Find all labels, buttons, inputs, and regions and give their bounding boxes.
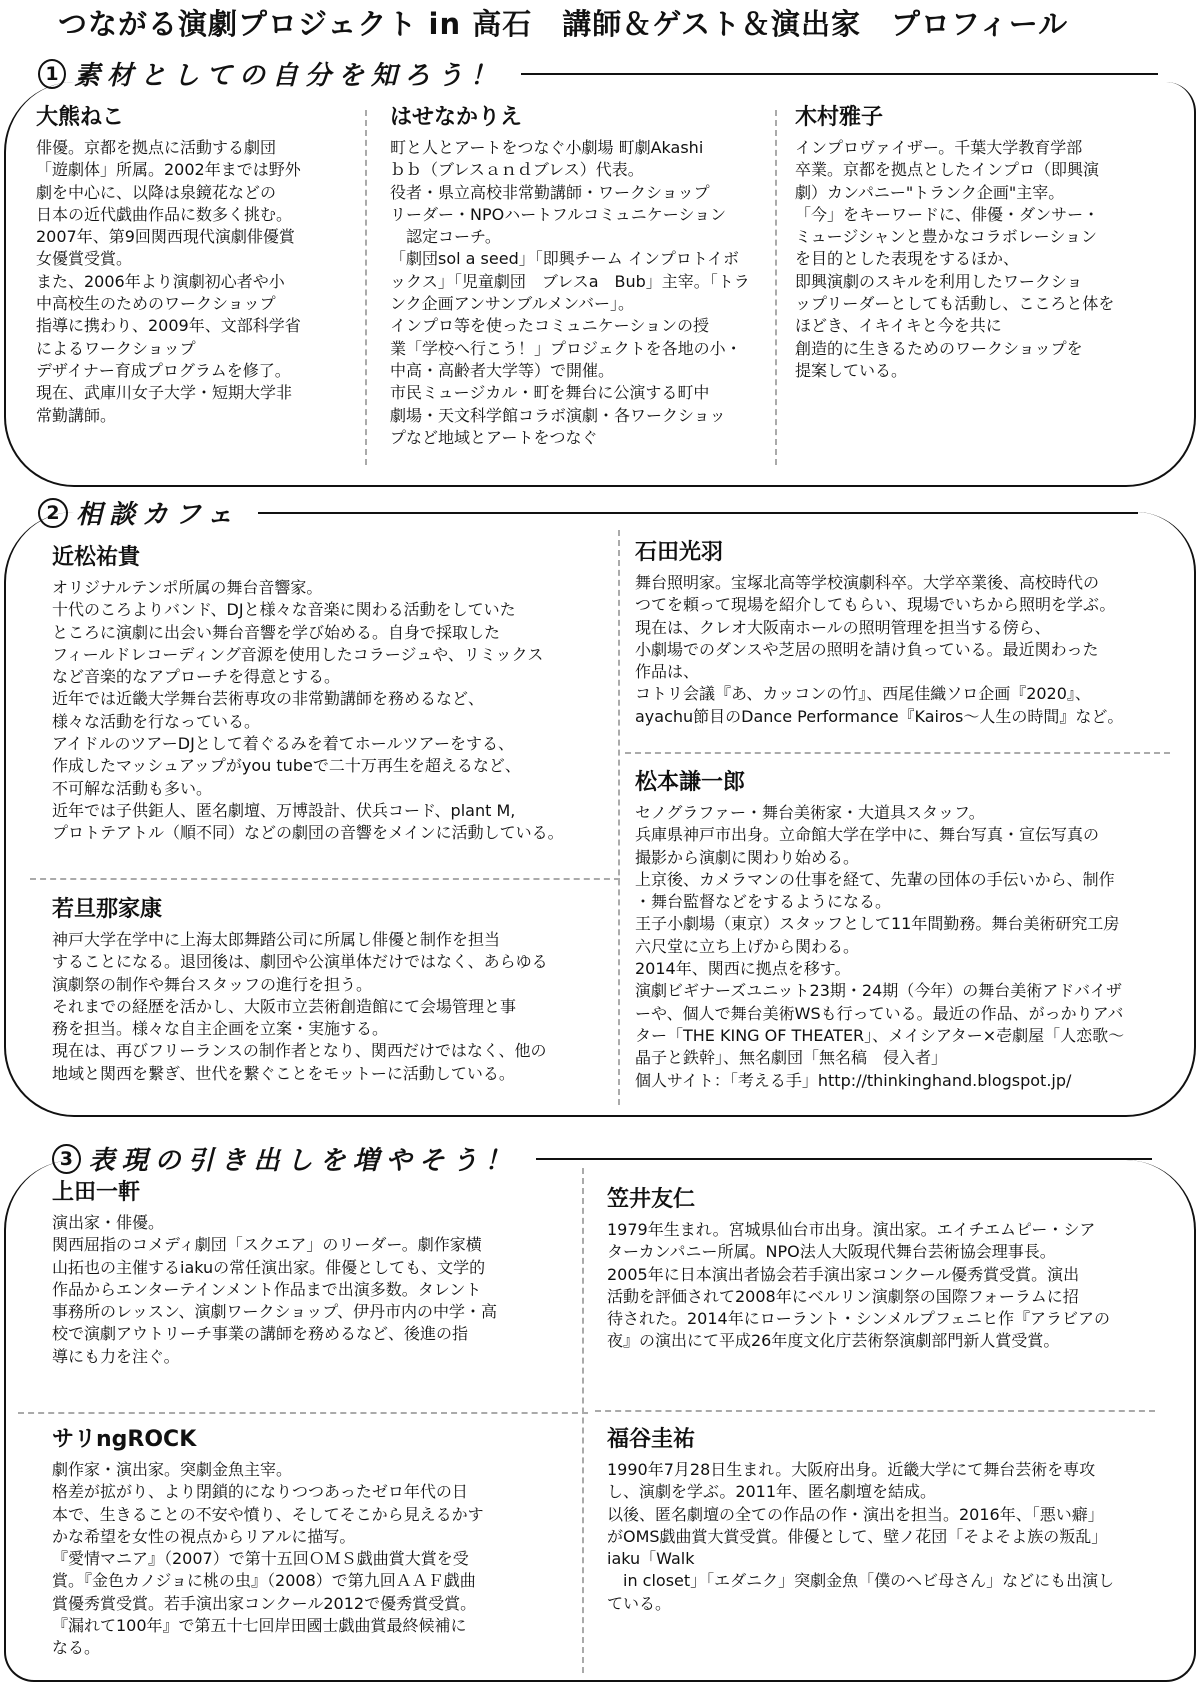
profile-line: ayachu節目のDance Performance『Kairos～人生の時間』など。 — [635, 706, 1124, 726]
profile-line: 現在は、クレオ大阪南ホールの照明管理を担当する傍ら、 — [635, 617, 1051, 637]
profile-line: 劇作家・演出家。突劇金魚主宰。 — [52, 1460, 293, 1479]
profile-line: ターカンパニー所属。NPO法人大阪現代舞台芸術協会理事長。 — [607, 1242, 1056, 1262]
profile-line: 近年では近畿大学舞台芸術専攻の非常勤講師を務めるなど、 — [52, 689, 485, 709]
profile-line: それまでの経歴を活かし、大阪市立芸術創造館にて会場管理と事 — [52, 996, 517, 1016]
profile-line: また、2006年より演劇初心者や小 — [36, 271, 285, 291]
profile-line: つてを頼って現場を紹介してもらい、現場でいちから照明を学ぶ。 — [635, 595, 1116, 615]
profile-line: 1979年生まれ。宮城県仙台市出身。演出家。エイチエムピー・シア — [607, 1220, 1096, 1239]
profile-line: 関西屈指のコメディ劇団「スクエア」のリーダー。劇作家横 — [52, 1235, 482, 1255]
profile-line: 『漏れて100年』で第五十七回岸田國士戯曲賞最終候補に — [52, 1616, 467, 1636]
profile-line: 導にも力を注ぐ。 — [52, 1346, 180, 1366]
profile-line: ところに演劇に出会い舞台音響を学び始める。自身で採取した — [52, 622, 501, 642]
profile-line: 近年では子供鉅人、匿名劇壇、万博設計、伏兵コード、plant M, — [52, 800, 516, 820]
profile-line: ンク企画アンサンブルメンバー」。 — [390, 294, 635, 314]
column-divider — [618, 530, 620, 1105]
profile-card — [635, 535, 1123, 728]
profile-line: 撮影から演劇に関わり始める。 — [635, 847, 860, 867]
person-name: 大熊ねこ — [36, 105, 125, 130]
person-name: サリngROCK — [52, 1427, 197, 1452]
profile-line: 創造的に生きるためのワークショップを — [795, 338, 1083, 358]
profile-line: 常勤講師。 — [36, 405, 117, 425]
profile-line: 舞台照明家。宝塚北高等学校演劇科卒。大学卒業後、高校時代の — [635, 573, 1100, 592]
profile-line: なる。 — [52, 1638, 101, 1658]
profile-line: 本で、生きることの不安や憤り、そしてそこから見えるかす — [52, 1504, 484, 1524]
profile-line: し、演劇を学ぶ。2011年、匿名劇壇を結成。 — [607, 1482, 937, 1502]
profile-line: ・舞台監督などをするようになる。 — [635, 892, 892, 912]
profile-line: 作品は、 — [635, 662, 700, 682]
profile-card — [52, 540, 564, 845]
profile-text — [52, 577, 564, 845]
profile-line: 「今」をキーワードに、俳優・ダンサー・ — [795, 204, 1100, 224]
profile-line: 地域と関西を繋ぎ、世代を繋ぐことをモットーに活動している。 — [52, 1063, 515, 1083]
section-number: 3 — [52, 1144, 81, 1174]
profile-line: in closet」「エダニク」突劇金魚「僕のヘビ母さん」などにも出演し — [607, 1571, 1115, 1591]
profile-line: 夜』の演出にて平成26年度文化庁芸術祭演劇部門新人賞受賞。 — [607, 1331, 1060, 1351]
profile-line: インプロヴァイザー。千葉大学教育学部 — [795, 138, 1083, 157]
profile-card — [607, 1182, 1110, 1353]
profile-text — [52, 1212, 497, 1368]
row-divider — [625, 752, 1170, 754]
profile-line: 2005年に日本演出者協会若手演出家コンクール優秀賞受賞。演出 — [607, 1264, 1080, 1284]
profile-line: 「劇団sol a seed」「即興チーム インプロトイボ — [390, 249, 740, 269]
profile-line: かな希望を女性の視点からリアルに描写。 — [52, 1526, 356, 1546]
profile-line: 小劇場でのダンスや芝居の照明を請け負っている。最近関わった — [635, 639, 1099, 659]
profile-line: 即興演劇のスキルを利用したワークショ — [795, 271, 1083, 291]
profile-line: 1990年7月28日生まれ。大阪府出身。近畿大学にて舞台芸術を専攻 — [607, 1460, 1096, 1479]
profile-line: 劇を中心に、以降は泉鏡花などの — [36, 182, 277, 202]
profile-line: など音楽的なアプローチを得意とする。 — [52, 667, 341, 687]
profile-line: 活動を評価されて2008年にベルリン演劇祭の国際フォーラムに招 — [607, 1286, 1079, 1306]
profile-line: 務を担当。様々な自主企画を立案・実施する。 — [52, 1019, 389, 1039]
profile-line: 兵庫県神戸市出身。立命館大学在学中に、舞台写真・宣伝写真の — [635, 825, 1100, 845]
profile-card — [52, 1422, 484, 1660]
profile-line: 不可解な活動も多い。 — [52, 778, 213, 798]
profile-line: ックス」「児童劇団 ブレスa Bub」主宰。「トラ — [390, 271, 750, 291]
section-number: 2 — [38, 498, 68, 528]
profile-line: 役者・県立高校非常勤講師・ワークショップ — [390, 182, 710, 202]
profile-card — [36, 100, 301, 427]
person-name: 近松祐貴 — [52, 545, 141, 570]
person-name: はせなかりえ — [390, 105, 523, 130]
profile-card — [607, 1422, 1114, 1615]
profile-line: 女優賞受賞。 — [36, 249, 133, 269]
profile-line: 神戸大学在学中に上海太郎舞踏公司に所属し俳優と制作を担当 — [52, 930, 501, 949]
section-title: 素材としての自分を知ろう！ — [74, 61, 504, 91]
profile-card — [635, 765, 1124, 1092]
profile-text — [52, 1459, 484, 1660]
column-divider — [775, 110, 777, 465]
profile-line: iaku「Walk — [607, 1549, 695, 1569]
profile-line: 山拓也の主催するiakuの常任演出家。俳優としても、文学的 — [52, 1257, 486, 1277]
profile-line: がOMS戯曲賞大賞受賞。俳優として、壁ノ花団「そよそよ族の叛乱」 — [607, 1526, 1108, 1546]
profile-line: ター「THE KING OF THEATER」、メイシアター×壱劇屋「人恋歌～ — [635, 1025, 1125, 1045]
profile-card — [52, 892, 548, 1085]
row-divider — [18, 1412, 588, 1414]
profile-line: 演劇ビギナーズユニット23期・24期（今年）の舞台美術アドバイザ — [635, 981, 1122, 1001]
profile-line: を目的とした表現をするほか、 — [795, 249, 1020, 269]
person-name: 松本謙一郎 — [635, 770, 746, 795]
profile-line: セノグラファー・舞台美術家・大道具スタッフ。 — [635, 803, 985, 822]
profile-line: することになる。退団後は、劇団や公演単体だけではなく、あらゆる — [52, 952, 548, 972]
profile-text — [635, 572, 1123, 728]
person-name: 石田光羽 — [635, 540, 724, 565]
person-name: 福谷圭祐 — [607, 1427, 696, 1452]
profile-line: 演出家・俳優。 — [52, 1213, 165, 1232]
profile-text — [607, 1459, 1114, 1615]
profile-card — [390, 100, 750, 449]
profile-line: ップリーダーとしても活動し、こころと体を — [795, 294, 1115, 314]
profile-line: コトリ会議『あ、カッコンの竹』、西尾佳織ソロ企画『2020』、 — [635, 684, 1091, 704]
profile-line: プなど地域とアートをつなぐ — [390, 427, 598, 447]
profile-line: 上京後、カメラマンの仕事を経て、先輩の団体の手伝いから、制作 — [635, 869, 1115, 889]
profile-line: オリジナルテンポ所属の舞台音響家。 — [52, 578, 323, 597]
profile-line: ほどき、イキイキと今を共に — [795, 316, 1002, 336]
profile-line: 作品からエンターテインメント作品まで出演多数。タレント — [52, 1279, 482, 1299]
profile-line: プロトテアトル（順不同）などの劇団の音響をメインに活動している。 — [52, 823, 564, 843]
heading-rule — [521, 73, 1158, 75]
profile-line: 十代のころよりバンド、DJと様々な音楽に関わる活動をしていた — [52, 600, 516, 620]
profile-line: リーダー・NPOハートフルコミュニケーション — [390, 204, 727, 224]
profile-line: 中高・高齢者大学等）で開催。 — [390, 360, 615, 380]
page-title: つながる演劇プロジェクト in 高石 講師＆ゲスト＆演出家 プロフィール — [58, 7, 1069, 41]
profile-card — [52, 1175, 497, 1368]
profile-line: 劇場・天文科学館コラボ演劇・各ワークショッ — [390, 405, 726, 425]
profile-line: 王子小劇場（東京）スタッフとして11年間勤務。舞台美術研究工房 — [635, 914, 1120, 934]
profile-line: 「遊劇体」所属。2002年までは野外 — [36, 160, 301, 180]
row-divider — [595, 1410, 1155, 1412]
person-name: 笠井友仁 — [607, 1187, 696, 1212]
profile-line: 俳優。京都を拠点に活動する劇団 — [36, 138, 277, 157]
profile-line: 個人サイト：「考える手」http://thinkinghand.blogspot.jp/ — [635, 1070, 1072, 1090]
profile-line: 町と人とアートをつなぐ小劇場 町劇Akashi — [390, 138, 704, 157]
profile-line: デザイナー育成プログラムを修了。 — [36, 360, 291, 380]
profile-line: 認定コーチ。 — [390, 227, 501, 247]
row-divider — [30, 878, 620, 880]
profile-line: 指導に携わり、2009年、文部科学省 — [36, 316, 301, 336]
profile-line: 業「学校へ行こう！」プロジェクトを各地の小・ — [390, 338, 742, 358]
profile-line: 待された。2014年にローラント・シンメルプフェニヒ作『アラビアの — [607, 1309, 1111, 1329]
profile-line: 2014年、関西に拠点を移す。 — [635, 959, 851, 979]
profile-line: 六尺堂に立ち上げから関わる。 — [635, 936, 860, 956]
profile-text — [795, 137, 1114, 382]
profile-line: 卒業。京都を拠点としたインプロ（即興演 — [795, 160, 1100, 180]
profile-line: によるワークショップ — [36, 338, 196, 358]
column-divider — [365, 110, 367, 465]
profile-line: 現在は、再びフリーランスの制作者となり、関西だけではなく、他の — [52, 1041, 547, 1061]
profile-line: 晶子と鉄幹」、無名劇団「無名稿 侵入者」 — [635, 1048, 948, 1068]
profile-line: 日本の近代戯曲作品に数多く挑む。 — [36, 204, 293, 224]
profile-line: アイドルのツアーDJとして着ぐるみを着てホールツアーをする、 — [52, 734, 514, 754]
profile-line: 演劇祭の制作や舞台スタッフの進行を担う。 — [52, 974, 373, 994]
profile-text — [36, 137, 301, 427]
profile-text — [390, 137, 750, 449]
profile-line: ている。 — [607, 1593, 672, 1613]
profile-line: 賞優秀賞受賞。若手演出家コンクール2012で優秀賞受賞。 — [52, 1593, 477, 1613]
profile-line: 中高校生のためのワークショップ — [36, 294, 276, 314]
section-number: 1 — [38, 59, 66, 89]
profile-line: 事務所のレッスン、演劇ワークショップ、伊丹市内の中学・高 — [52, 1302, 497, 1322]
person-name: 若旦那家康 — [52, 897, 163, 922]
person-name: 木村雅子 — [795, 105, 884, 130]
profile-line: 現在、武庫川女子大学・短期大学非 — [36, 383, 293, 403]
profile-line: 以後、匿名劇壇の全ての作品の作・演出を担当。2016年、「悪い癖」 — [607, 1504, 1104, 1524]
profile-line: 提案している。 — [795, 360, 908, 380]
column-divider — [582, 1168, 584, 1673]
profile-line: 市民ミュージカル・町を舞台に公演する町中 — [390, 383, 710, 403]
profile-line: 『愛情マニア』（2007）で第十五回ＯＭＳ戯曲賞大賞を受 — [52, 1549, 469, 1569]
profile-line: フィールドレコーディング音源を使用したコラージュや、リミックス — [52, 644, 544, 664]
profile-line: ミュージシャンと豊かなコラボレーション — [795, 227, 1098, 247]
profile-text — [52, 929, 548, 1085]
profile-line: 2007年、第9回関西現代演劇俳優賞 — [36, 227, 295, 247]
profile-text — [607, 1219, 1110, 1353]
profile-line: 格差が拡がり、より閉鎖的になりつつあったゼロ年代の日 — [52, 1482, 468, 1502]
profile-line: 作成したマッシュアップがyou tubeで二十万再生を超えるなど、 — [52, 756, 521, 776]
section-title: 相談カフェ — [76, 500, 240, 530]
profile-line: 様々な活動を行なっている。 — [52, 711, 261, 731]
profile-text — [635, 802, 1124, 1092]
profile-line: 校で演劇アウトリーチ事業の講師を務めるなど、後進の指 — [52, 1324, 469, 1344]
person-name: 上田一軒 — [52, 1180, 141, 1205]
profile-line: 賞。『金色カノジョに桃の虫』（2008）で第九回ＡＡＦ戯曲 — [52, 1571, 476, 1591]
profile-line: インプロ等を使ったコミュニケーションの授 — [390, 316, 710, 336]
profile-line: ーや、個人で舞台美術WSも行っている。最近の作品、がっかりアバ — [635, 1003, 1124, 1023]
profile-card — [795, 100, 1114, 382]
profile-line: ｂｂ（ブレスａｎｄブレス）代表。 — [390, 160, 644, 180]
section-title: 表現の引き出しを増やそう！ — [88, 1146, 518, 1176]
profile-line: 劇）カンパニー"トランク企画"主宰。 — [795, 182, 1065, 202]
